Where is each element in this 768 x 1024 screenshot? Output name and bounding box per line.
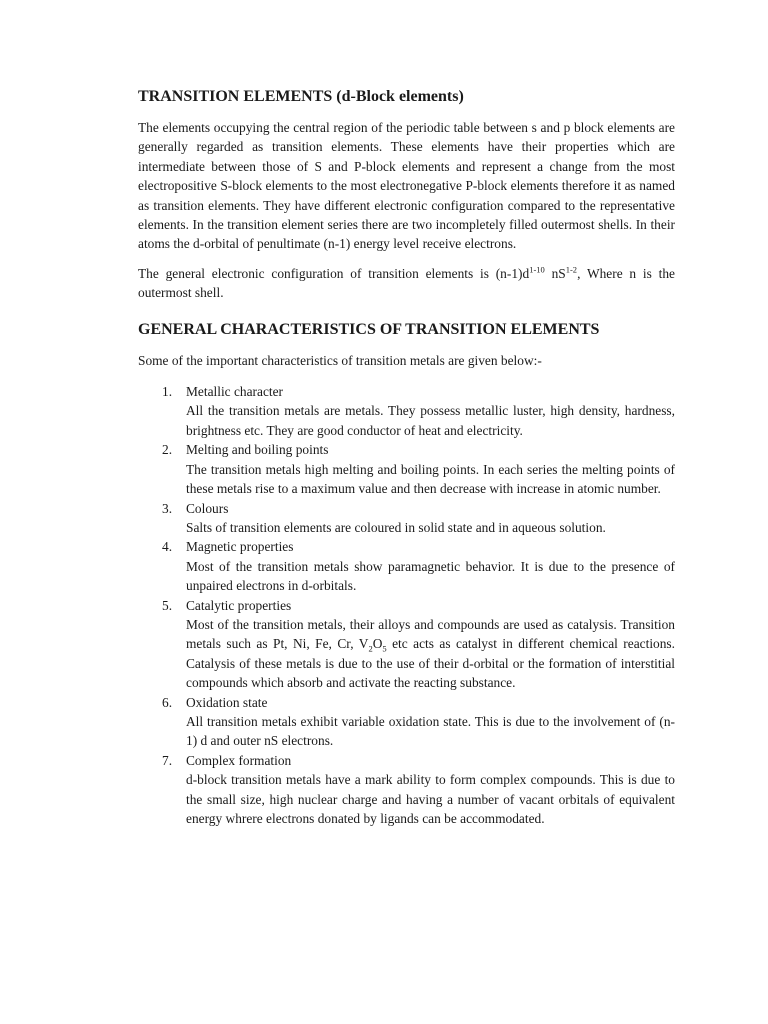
list-item [138,499,675,538]
config-text-2: nS [544,265,566,281]
catalysis-text-2: O [372,636,383,652]
item-number: 3. [162,500,173,516]
item-heading: Melting and boiling points [186,442,329,458]
config-text-3: , Where n is the outermost shell. [138,265,675,301]
list-item [138,440,675,498]
item-description: All the transition metals are metals. They possess metallic luster, high density, hardness, brightness etc. They are good conductor of heat and electricity. [186,403,675,438]
item-number: 2. [162,442,173,458]
item-description [186,615,675,693]
section-title: GENERAL CHARACTERISTICS OF TRANSITION ELEMENTS [138,320,600,338]
section-intro: Some of the important characteristics of transition metals are given below:- [138,352,542,368]
list-item [138,693,675,751]
item-heading: Oxidation state [186,694,268,710]
config-sup-d: 1-10 [529,264,545,275]
item-heading: Metallic character [186,384,284,400]
catalysis-text-1: Most of the transition metals, their alloys and compounds are used as catalysis. Transition metals such as Pt, Ni, Fe, Cr, V [186,616,675,652]
list-item [138,382,675,440]
item-number: 1. [162,384,173,400]
list-item [138,596,675,693]
catalysis-text-3: etc acts as catalyst in different chemical reactions. Catalysis of these metals is due to the use of their d-orbital or the formation of interstitial compounds which absorb and activate the reacting substance. [186,636,675,691]
config-sup-s: 1-2 [565,264,578,275]
item-description: The transition metals high melting and boiling points. In each series the melting points of these metals rise to a maximum value and then decrease with increase in atomic number. [186,461,675,497]
item-description: d-block transition metals have a mark ability to form complex compounds. This is due to the small size, high nuclear charge and having a number of vacant orbitals of equivalent energy whrere electrons donated by ligands can be accommodated. [186,772,675,826]
config-text-1: The general electronic configuration of transition elements is (n-1)d [138,265,530,281]
catalysis-sub-1: 2 [368,644,373,655]
item-number: 6. [162,694,173,710]
document-page [138,86,675,828]
item-number: 7. [162,752,173,768]
document-title: TRANSITION ELEMENTS (d-Block elements) [138,88,464,105]
intro-paragraph: The elements occupying the central region of the periodic table between s and p block elements are generally regarded as transition elements. These elements have their properties which are intermediate between those of S and P-block elements and represent a change from the most electropositive S-block elements to the most electronegative P-block elements therefore it as named as transition elements. They have different electronic configuration compared to the representative elements. In the transition element series there are two incompletely filled outermost shells. In their atoms the d-orbital of penultimate (n-1) energy level receive electrons. [138,120,675,252]
item-heading: Catalytic properties [186,597,292,613]
item-heading: Colours [186,500,229,516]
list-item [138,751,675,829]
catalysis-sub-2: 5 [382,644,387,655]
item-description: Most of the transition metals show paramagnetic behavior. It is due to the presence of unpaired electrons in d-orbitals. [186,558,675,594]
item-description: Salts of transition elements are coloured in solid state and in aqueous solution. [186,519,606,535]
item-heading: Magnetic properties [186,539,294,555]
item-description: All transition metals exhibit variable oxidation state. This is due to the involvement of (n-1) d and outer nS electrons. [186,713,675,749]
item-number: 5. [162,597,173,613]
characteristics-list [138,382,675,828]
list-item [138,537,675,595]
item-number: 4. [162,539,173,555]
configuration-paragraph [138,264,675,303]
item-heading: Complex formation [186,752,292,768]
